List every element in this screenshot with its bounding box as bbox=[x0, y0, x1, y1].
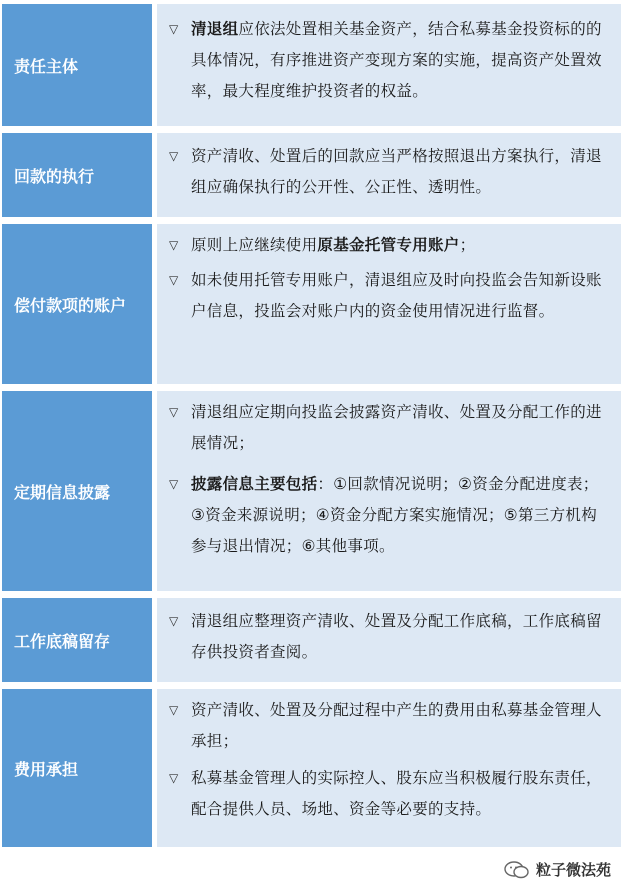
triangle-bullet-icon: ▽ bbox=[169, 614, 179, 628]
bullet-text: ：①回款情况说明；②资金分配进度表；③资金来源说明；④资金分配方案实施情况；⑤第三方机构参与退出情况；⑥其他事项。 bbox=[191, 475, 599, 555]
row-label: 工作底稿留存 bbox=[2, 598, 152, 682]
triangle-bullet-icon: ▽ bbox=[169, 273, 179, 287]
watermark-text: 粒子微法苑 bbox=[535, 861, 611, 879]
triangle-bullet-icon: ▽ bbox=[169, 477, 179, 491]
wechat-icon bbox=[504, 861, 530, 879]
bullet-text: 资产清收、处置后的回款应当严格按照退出方案执行，清退组应确保执行的公开性、公正性、透明性。 bbox=[191, 147, 602, 196]
bullet-text: 资产清收、处置及分配过程中产生的费用由私募基金管理人承担； bbox=[191, 701, 602, 750]
bullet-item bbox=[169, 230, 611, 261]
row-label: 偿付款项的账户 bbox=[2, 224, 152, 384]
bullet-item bbox=[169, 141, 611, 203]
table-row bbox=[0, 224, 625, 384]
bullet-text: 清退组应定期向投监会披露资产清收、处置及分配工作的进展情况； bbox=[191, 403, 602, 452]
table-row bbox=[0, 4, 625, 126]
bullet-item bbox=[169, 14, 611, 107]
table-row bbox=[0, 133, 625, 217]
bullet-bold-text: 披露信息主要包括 bbox=[191, 475, 318, 493]
bullet-text: 清退组应整理资产清收、处置及分配工作底稿，工作底稿留存供投资者查阅。 bbox=[191, 612, 602, 661]
row-content bbox=[157, 133, 621, 217]
bullet-bold-text: 清退组 bbox=[191, 20, 239, 38]
bullet-text: 应依法处置相关基金资产，结合私募基金投资标的的具体情况，有序推进资产变现方案的实施，提高资产处置效率，最大程度维护投资者的权益。 bbox=[191, 20, 602, 100]
bullet-item bbox=[169, 469, 611, 562]
bullet-item bbox=[169, 695, 611, 757]
row-content bbox=[157, 4, 621, 126]
table-row bbox=[0, 689, 625, 847]
table-row bbox=[0, 598, 625, 682]
bullet-text: 原则上应继续使用 bbox=[191, 236, 318, 254]
triangle-bullet-icon: ▽ bbox=[169, 149, 179, 163]
triangle-bullet-icon: ▽ bbox=[169, 771, 179, 785]
bullet-text: 私募基金管理人的实际控人、股东应当积极履行股东责任，配合提供人员、场地、资金等必要的支持。 bbox=[191, 769, 602, 818]
row-label: 责任主体 bbox=[2, 4, 152, 126]
row-label: 定期信息披露 bbox=[2, 391, 152, 591]
watermark bbox=[504, 859, 611, 880]
bullet-text-after: ； bbox=[459, 236, 476, 254]
bullet-bold-text: 原基金托管专用账户 bbox=[317, 236, 460, 254]
triangle-bullet-icon: ▽ bbox=[169, 405, 179, 419]
row-label: 回款的执行 bbox=[2, 133, 152, 217]
bullet-item bbox=[169, 397, 611, 459]
table-row bbox=[0, 391, 625, 591]
bullet-item bbox=[169, 606, 611, 668]
row-content bbox=[157, 391, 621, 591]
row-content bbox=[157, 224, 621, 384]
bullet-item bbox=[169, 763, 611, 825]
bullet-item bbox=[169, 265, 611, 327]
triangle-bullet-icon: ▽ bbox=[169, 703, 179, 717]
row-content bbox=[157, 598, 621, 682]
row-content bbox=[157, 689, 621, 847]
row-label: 费用承担 bbox=[2, 689, 152, 847]
triangle-bullet-icon: ▽ bbox=[169, 238, 179, 252]
triangle-bullet-icon: ▽ bbox=[169, 22, 179, 36]
bullet-text: 如未使用托管专用账户，清退组应及时向投监会告知新设账户信息，投监会对账户内的资金使用情况进行监督。 bbox=[191, 271, 602, 320]
